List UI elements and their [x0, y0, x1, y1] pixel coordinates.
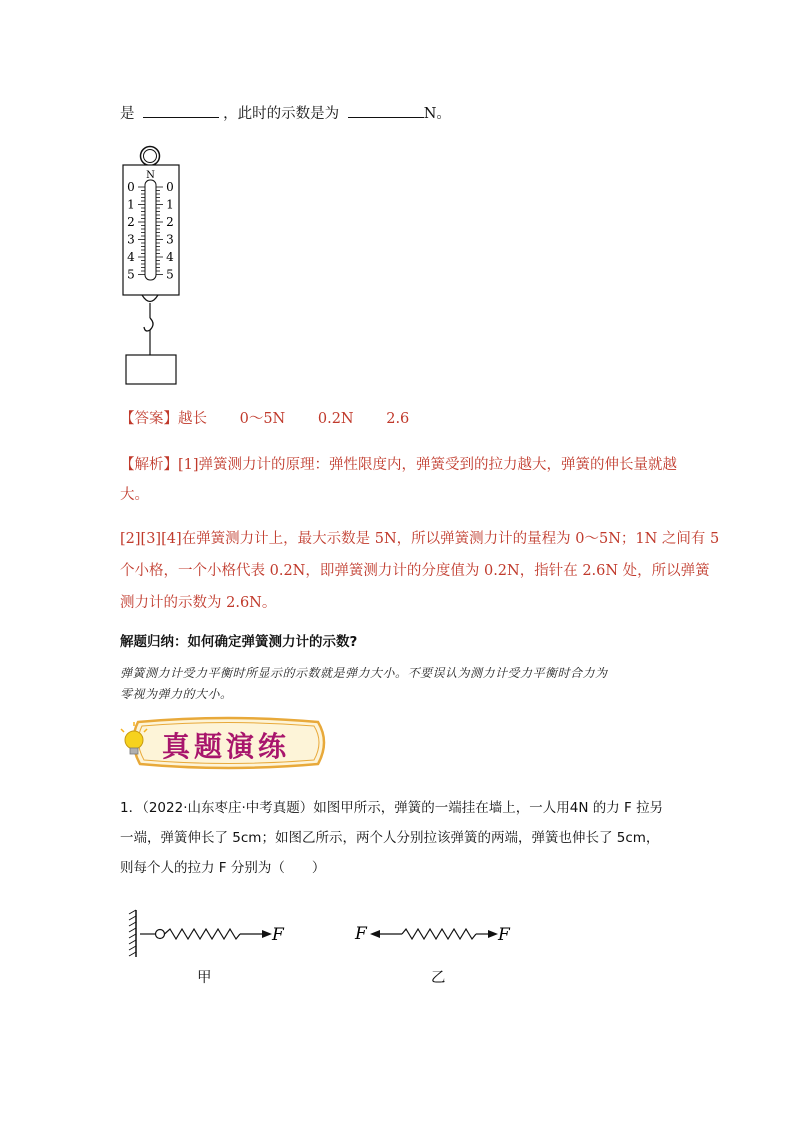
right-tick-0: 0	[166, 180, 174, 194]
answer-line	[120, 409, 409, 429]
figure-jia	[126, 905, 296, 965]
weight-block	[126, 355, 176, 384]
right-tick-2: 2	[166, 215, 174, 229]
scale-hook	[144, 318, 153, 331]
analysis-p2-line3: 测力计的示数为 2.6N。	[120, 595, 277, 611]
right-tick-4: 4	[166, 250, 174, 264]
force-label-jia: F	[272, 925, 284, 945]
left-tick-2: 2	[127, 215, 135, 229]
left-tick-1: 1	[127, 197, 135, 212]
q1-line2: 一端，弹簧伸长了 5cm；如图乙所示，两个人分别拉该弹簧的两端，弹簧也伸长了 5cm，	[120, 830, 660, 846]
right-tick-1: 1	[166, 197, 174, 212]
question-unit: N。	[423, 106, 451, 122]
analysis-p1-line2: 大。	[120, 487, 149, 503]
scale-ring-inner	[144, 150, 157, 163]
analysis-p1-text: [1]弹簧测力计的原理：弹性限度内，弹簧受到的拉力越大，弹簧的伸长量就越	[178, 457, 678, 473]
summary-title: 解题归纳：如何确定弹簧测力计的示数?	[120, 634, 358, 650]
figure-yi	[352, 905, 522, 965]
answer-blank-1	[143, 103, 219, 118]
wall-hatch	[129, 910, 136, 956]
answer-blank-2	[348, 103, 424, 118]
answer-item-4: 2.6	[386, 411, 410, 427]
analysis-p1-line1	[120, 455, 677, 475]
summary-line2: 零视为弹力的大小。	[120, 687, 233, 701]
wall-pin	[156, 930, 165, 939]
answer-item-1: 越长	[178, 411, 207, 427]
bulb-icon	[125, 731, 143, 749]
spring-scale-figure	[118, 140, 188, 390]
scale-unit: N	[146, 170, 155, 181]
caption-yi: 乙	[431, 970, 446, 986]
left-tick-4: 4	[127, 250, 135, 264]
force-label-yi-left: F	[355, 924, 367, 944]
banner-title: 真题演练	[162, 730, 291, 763]
arrow-jia	[262, 930, 272, 938]
answer-label: 【答案】	[120, 411, 178, 427]
answer-item-2: 0～5N	[239, 411, 286, 427]
q1-line3: 则每个人的拉力 F 分别为（ ）	[120, 860, 326, 876]
analysis-p2-line2: 个小格，一个小格代表 0.2N，即弹簧测力计的分度值为 0.2N，指针在 2.6N 处，所以弹簧	[120, 563, 710, 579]
scale-tube	[145, 180, 156, 280]
question-prefix: 是	[120, 106, 135, 122]
spring-yi	[402, 929, 476, 939]
section-banner	[118, 714, 330, 772]
analysis-label: 【解析】	[120, 457, 178, 473]
q1-line1: 1．（2022·山东枣庄·中考真题）如图甲所示，弹簧的一端挂在墙上，一人用4N 的力 F 拉另	[120, 800, 664, 816]
left-tick-3: 3	[127, 232, 135, 247]
question-tail	[120, 103, 451, 124]
right-tick-3: 3	[166, 232, 174, 247]
force-label-yi-right: F	[498, 925, 510, 945]
arrow-yi-right	[488, 930, 498, 938]
question-middle: ，此时的示数是为	[223, 106, 340, 122]
spring-jia	[165, 929, 241, 939]
analysis-p2-line1: [2][3][4]在弹簧测力计上，最大示数是 5N，所以弹簧测力计的量程为 0～5N；1N 之间有 5	[120, 531, 720, 547]
left-tick-5: 5	[127, 267, 135, 282]
caption-jia: 甲	[197, 970, 212, 986]
right-tick-5: 5	[166, 267, 174, 282]
scale-neck	[142, 295, 158, 302]
left-tick-0: 0	[127, 180, 135, 194]
summary-line1: 弹簧测力计受力平衡时所显示的示数就是弹力大小。不要误认为测力计受力平衡时合力为	[120, 666, 608, 680]
answer-item-3: 0.2N	[317, 411, 354, 427]
